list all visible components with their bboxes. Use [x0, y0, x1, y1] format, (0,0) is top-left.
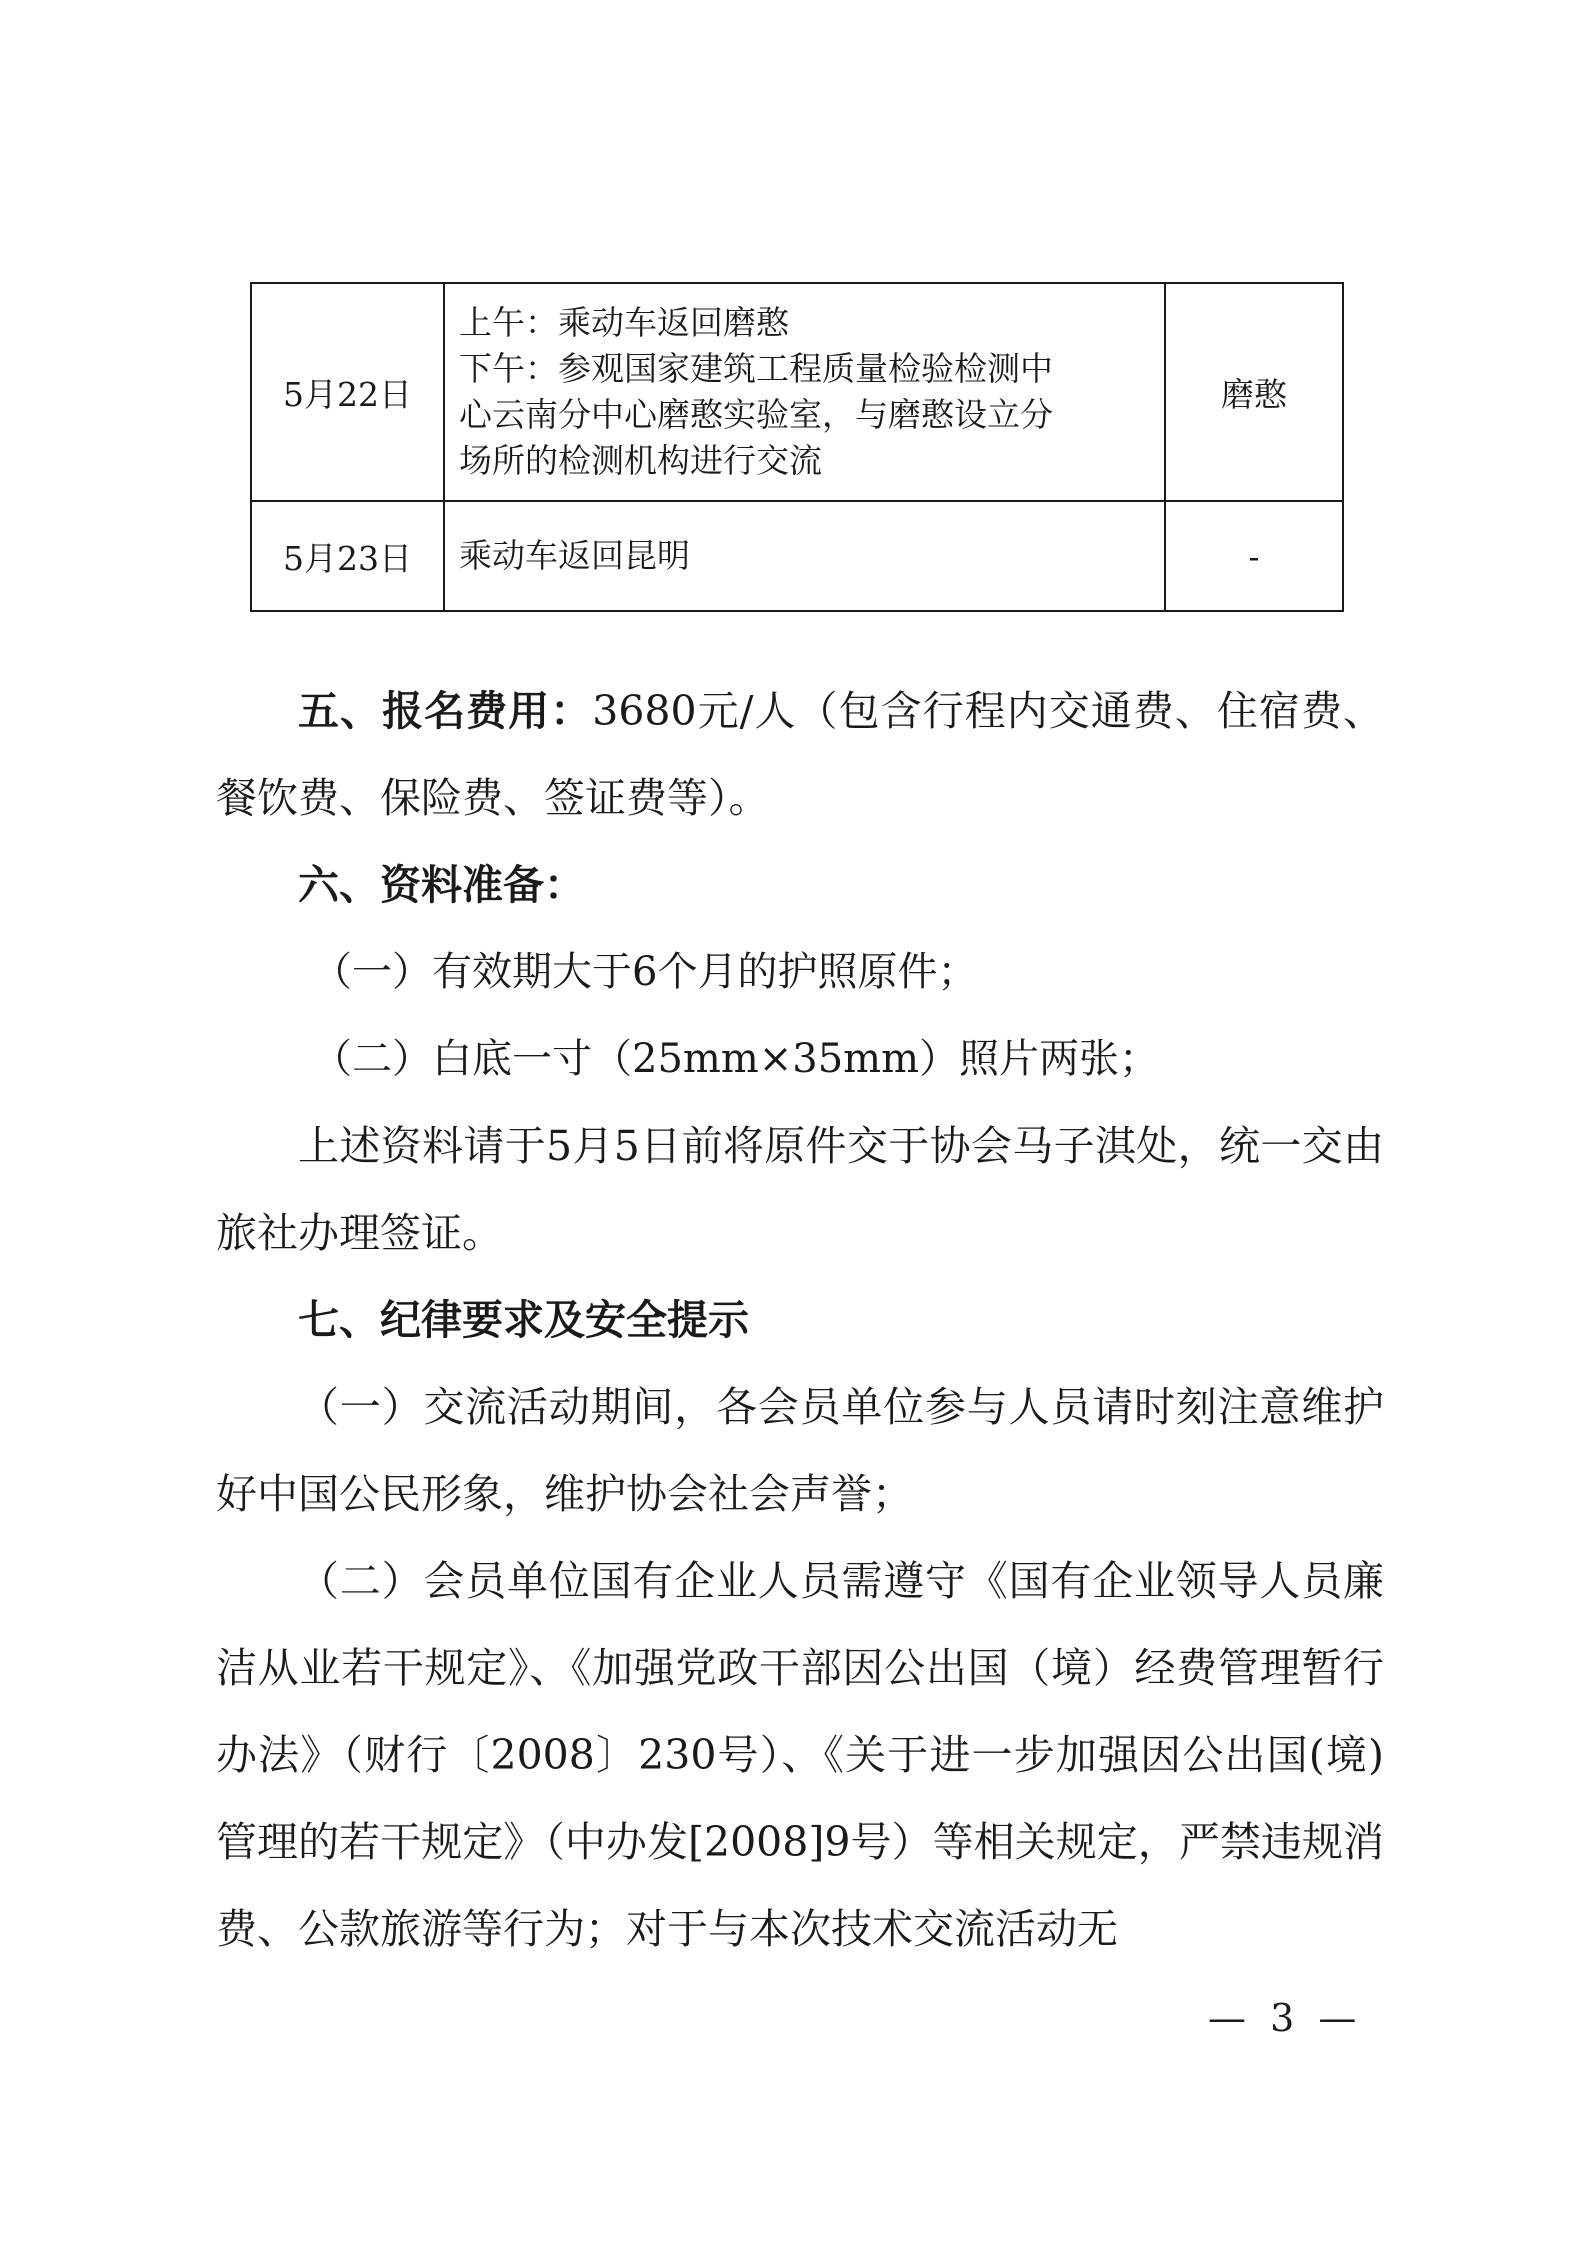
- page-number: — 3 —: [1208, 1996, 1363, 2040]
- table-row: [251, 501, 1343, 611]
- location-cell: -: [1165, 501, 1343, 611]
- date-cell: 5月22日: [251, 283, 444, 501]
- materials-heading: 六、资料准备：: [298, 861, 585, 909]
- activity-line: 乘动车返回昆明: [459, 536, 690, 575]
- document-body: [216, 668, 1384, 1973]
- fee-paragraph: [216, 668, 1384, 842]
- activity-line: 上午：乘动车返回磨憨: [459, 303, 789, 342]
- discipline-paragraph-2: （二）会员单位国有企业人员需遵守《国有企业领导人员廉洁从业若干规定》、《加强党政干部因公出国（境）经费管理暂行办法》（财行〔2008〕230号）、《关于进一步加强因公出国(境)管理的若干规定》（中办发[2008]9号）等相关规定，严禁违规消费、公款旅游等行为；对于与本次技术交流活动无: [216, 1557, 1384, 1953]
- date-cell: 5月23日: [251, 501, 444, 611]
- itinerary-table: [250, 282, 1344, 612]
- table-row: [251, 283, 1343, 501]
- activity-line: 场所的检测机构进行交流: [459, 441, 822, 480]
- fee-text: 3680元/人（包含行程内交通费、住宿费、餐饮费、保险费、签证费等）。: [216, 687, 1385, 822]
- activity-line: 心云南分中心磨憨实验室，与磨憨设立分: [459, 395, 1053, 434]
- materials-note: 上述资料请于5月5日前将原件交于协会马子淇处，统一交由旅社办理签证。: [216, 1122, 1384, 1257]
- activity-line: 下午：参观国家建筑工程质量检验检测中: [459, 349, 1053, 388]
- materials-item-1: （一）有效期大于6个月的护照原件；: [312, 949, 978, 995]
- materials-item-2: （二）白底一寸（25mm×35mm）照片两张；: [312, 1036, 1160, 1082]
- location-cell: 磨憨: [1165, 283, 1343, 501]
- fee-heading: 五、报名费用：: [298, 687, 593, 735]
- activity-cell: [444, 283, 1165, 501]
- discipline-heading: 七、纪律要求及安全提示: [298, 1296, 749, 1344]
- activity-cell: [444, 501, 1165, 611]
- discipline-paragraph-1: （一）交流活动期间，各会员单位参与人员请时刻注意维护好中国公民形象，维护协会社会声誉；: [216, 1383, 1384, 1518]
